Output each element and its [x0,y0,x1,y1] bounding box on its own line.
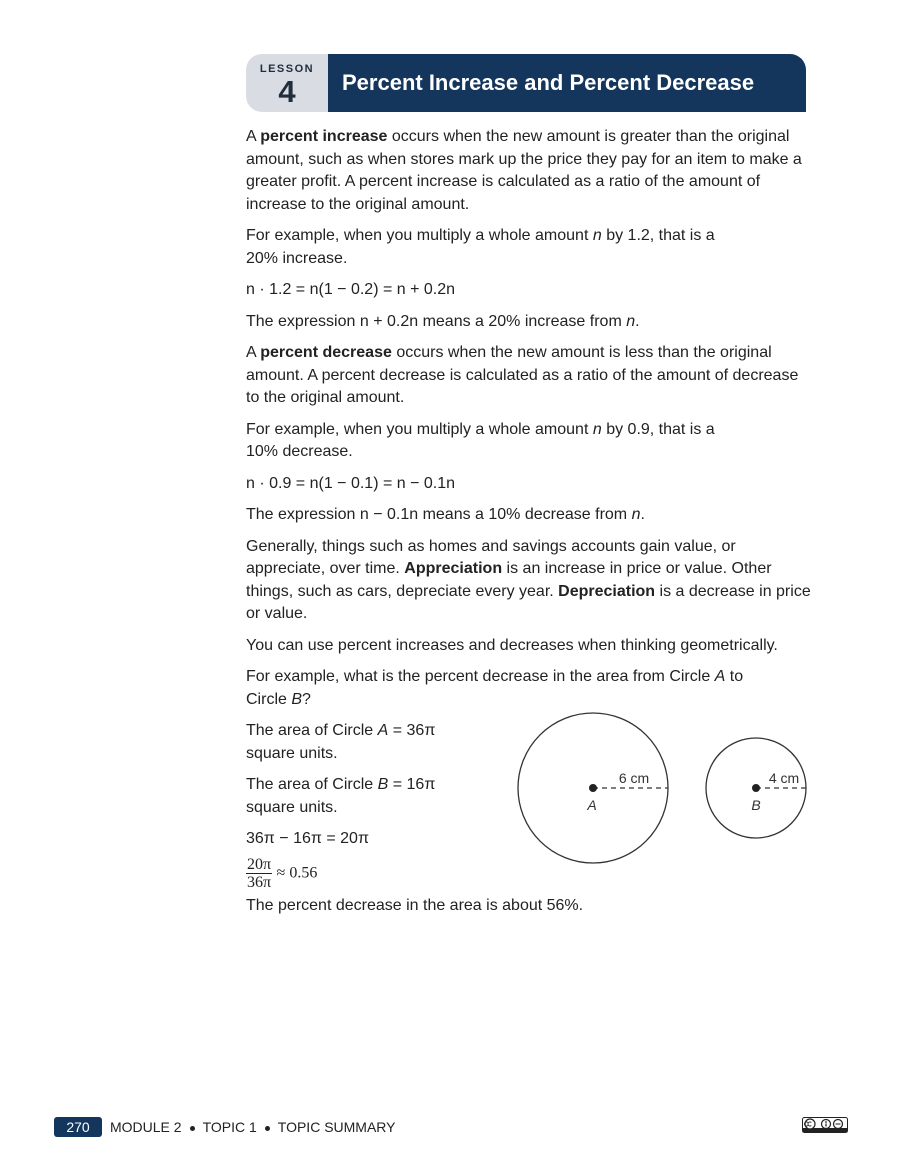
fraction-numerator: 20π [247,855,272,873]
area-circle-a [246,720,486,765]
text: square units. [246,798,338,816]
text: A [246,128,261,145]
text: means a 20% increase from [418,312,627,330]
ratio-result: ≈ 0.56 [276,863,318,881]
text: by 0.9, that is a [601,420,715,438]
center-b [752,784,760,792]
text: occurs when the new amount is less than the original amount. A percent decrease is calculated as a ratio of the amount of decrease to the original amount. [246,344,799,406]
circle-calculations [246,720,486,891]
text: square units. [246,744,338,762]
circle-example [246,720,812,895]
breadcrumb-topic: TOPIC 1 [202,1119,257,1135]
text: For example, when you multiply a whole amount [246,420,593,438]
variable: n [626,312,636,330]
lesson-header [246,54,806,112]
text: ? [302,690,311,708]
expression: n + 0.2n [359,312,419,330]
circle-a-label: A [587,797,597,813]
variable: n [592,227,602,244]
ratio-fraction [246,856,272,891]
variable: n [631,506,641,523]
page-number: 270 [54,1117,102,1137]
lesson-label: LESSON [259,63,315,75]
text: is a decrease in price or value. [246,582,811,622]
paragraph-circle-question [246,666,812,711]
area-ratio [246,856,486,891]
breadcrumb [110,1117,396,1137]
conclusion: The percent decrease in the area is about 56%. [246,897,584,914]
fraction-denominator: 36π [247,873,272,891]
text: to [725,668,744,685]
bullet-icon [265,1126,270,1131]
paragraph-percent-increase [246,126,812,216]
page-footer [54,1117,848,1137]
bullet-icon [190,1126,195,1131]
paragraph-decrease-expression [246,504,812,527]
paragraph-increase-expression [246,311,812,334]
text: The area of Circle [246,776,378,793]
equation-decrease: n · 0.9 = n(1 − 0.1) = n − 0.1n [246,474,456,492]
expression: n − 0.1n [359,506,419,523]
variable: A [377,722,389,739]
paragraph-decrease-example [246,419,812,464]
breadcrumb-section: TOPIC SUMMARY [277,1119,396,1135]
circle-b-label: B [751,797,761,813]
text: For example, what is the percent decrease in the area from Circle [246,668,715,685]
radius-a-label: 6 cm [618,770,650,786]
paragraph-increase-example [246,225,812,270]
text: occurs when the new amount is greater than the original amount, such as when stores mark up the price they pay for an item to make a greater profit. A percent increase is calculated as a ratio of the amount of increase to the original amount. [246,128,802,213]
text: . [640,506,645,523]
creative-commons-license-icon [802,1117,848,1133]
text: The expression [246,312,360,330]
lesson-title: Percent Increase and Percent Decrease [328,54,806,112]
text: The expression [246,506,360,523]
variable: n [592,420,602,438]
lesson-content [246,126,812,927]
text: Generally, things such as homes and savings accounts gain value, or appreciate, over time. [246,537,736,577]
text: Circle [246,690,292,708]
paragraph-geometry: You can use percent increases and decreases when thinking geometrically. [246,636,778,654]
variable: B [377,776,389,793]
term-percent-decrease: percent decrease [260,344,392,361]
variable: B [291,690,303,708]
circles-figure [516,712,816,872]
term-percent-increase: percent increase [260,128,388,145]
text: 20% increase. [246,249,348,267]
lesson-badge [246,54,328,112]
breadcrumb-module: MODULE 2 [110,1119,182,1135]
area-difference: 36π − 16π = 20π [246,830,369,847]
area-circle-b [246,774,486,819]
text: A [246,344,261,361]
paragraph-percent-decrease [246,342,812,410]
variable: A [714,668,726,685]
text: is an increase in price or value. Other things, such as cars, depreciate every year. [246,560,772,600]
text: = 36π [388,722,436,739]
equation-increase: n · 1.2 = n(1 − 0.2) = n + 0.2n [246,281,456,298]
text: For example, when you multiply a whole amount [246,227,593,244]
term-appreciation: Appreciation [404,560,503,577]
text: 10% decrease. [246,443,353,460]
text: = 16π [388,776,436,793]
text: . [635,312,640,330]
text: by 1.2, that is a [601,227,715,244]
paragraph-appreciation [246,536,812,626]
term-depreciation: Depreciation [558,582,656,600]
radius-b-label: 4 cm [768,770,800,786]
center-a [589,784,597,792]
text: The area of Circle [246,722,378,739]
lesson-number: 4 [278,74,296,109]
text: means a 10% decrease from [418,506,632,523]
